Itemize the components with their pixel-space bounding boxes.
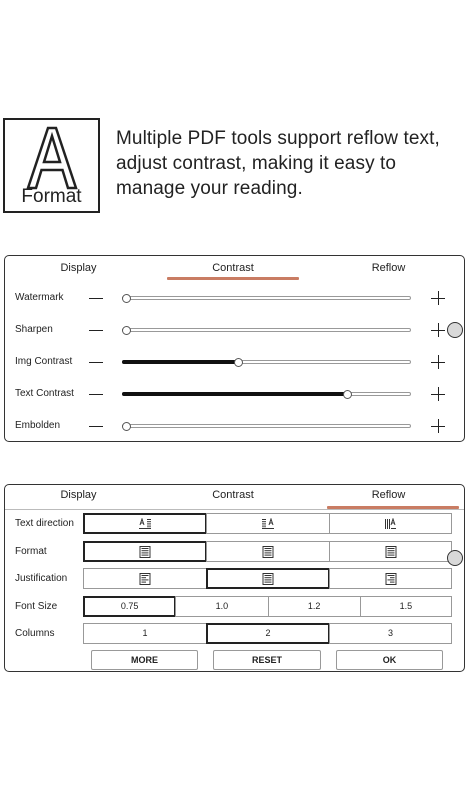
decrease-icon[interactable] (89, 362, 103, 363)
increase-icon[interactable] (431, 387, 445, 401)
decrease-icon[interactable] (89, 330, 103, 331)
slider-track[interactable] (122, 424, 411, 428)
slider-label: Watermark (15, 292, 64, 303)
floating-button[interactable] (447, 322, 463, 338)
align-right-icon (384, 573, 398, 585)
option-value-button[interactable]: 1.0 (175, 596, 268, 617)
reflow-row-label: Text direction (15, 518, 74, 529)
slider-handle[interactable] (234, 358, 243, 367)
slider-label: Img Contrast (15, 356, 73, 367)
contrast-panel (4, 255, 465, 442)
tab-display[interactable]: Display (60, 489, 97, 501)
reflow-row-label: Columns (15, 628, 55, 639)
option-value-button[interactable]: 2 (206, 623, 330, 644)
format-logo (3, 118, 100, 213)
option-value-button[interactable]: 3 (329, 623, 452, 644)
option-text-direction-rtl-button[interactable] (206, 513, 330, 534)
slider-label: Sharpen (15, 324, 53, 335)
reflow-row-label: Font Size (15, 601, 58, 612)
text-direction-ltr-icon (138, 518, 152, 530)
format-icon (138, 546, 152, 558)
align-justify-icon (261, 573, 275, 585)
tab-display[interactable]: Display (60, 262, 97, 274)
headline: Multiple PDF tools support reflow text, adjust contrast, making it easy to manage your reading. (116, 128, 440, 199)
increase-icon[interactable] (431, 355, 445, 369)
slider-label: Embolden (15, 420, 61, 431)
increase-icon[interactable] (431, 419, 445, 433)
slider-handle[interactable] (122, 422, 131, 431)
slider-handle[interactable] (343, 390, 352, 399)
decrease-icon[interactable] (89, 394, 103, 395)
option-format-button[interactable] (206, 541, 330, 562)
option-format-button[interactable] (329, 541, 452, 562)
format-icon (384, 546, 398, 558)
slider-handle[interactable] (122, 294, 131, 303)
option-value-button[interactable]: 1.5 (360, 596, 452, 617)
option-format-button[interactable] (83, 541, 207, 562)
option-value-button[interactable]: 1 (83, 623, 207, 644)
text-direction-vertical-icon (384, 518, 398, 530)
tab-reflow[interactable]: Reflow (371, 489, 406, 501)
floating-button[interactable] (447, 550, 463, 566)
option-align-right-button[interactable] (329, 568, 452, 589)
reflow-panel (4, 484, 465, 672)
text-direction-rtl-icon (261, 518, 275, 530)
active-tab-indicator (167, 277, 299, 280)
slider-fill (122, 360, 238, 364)
align-left-icon (138, 573, 152, 585)
slider-label: Text Contrast (15, 388, 74, 399)
slider-track[interactable] (122, 296, 411, 300)
ok-button[interactable]: OK (336, 650, 443, 670)
option-value-button[interactable]: 0.75 (83, 596, 176, 617)
option-text-direction-ltr-button[interactable] (83, 513, 207, 534)
option-value-button[interactable]: 1.2 (268, 596, 361, 617)
reflow-row-label: Justification (15, 573, 68, 584)
increase-icon[interactable] (431, 323, 445, 337)
decrease-icon[interactable] (89, 426, 103, 427)
more-button[interactable]: MORE (91, 650, 198, 670)
option-align-justify-button[interactable] (206, 568, 330, 589)
format-icon (261, 546, 275, 558)
option-align-left-button[interactable] (83, 568, 207, 589)
logo-word: Format (21, 186, 82, 207)
increase-icon[interactable] (431, 291, 445, 305)
tab-contrast[interactable]: Contrast (212, 262, 254, 274)
reset-button[interactable]: RESET (213, 650, 321, 670)
slider-handle[interactable] (122, 326, 131, 335)
option-text-direction-vertical-button[interactable] (329, 513, 452, 534)
tab-divider (5, 509, 464, 510)
tab-contrast[interactable]: Contrast (212, 489, 254, 501)
letter-a-icon (24, 124, 80, 190)
slider-fill (122, 392, 348, 396)
reflow-row-label: Format (15, 546, 47, 557)
decrease-icon[interactable] (89, 298, 103, 299)
slider-track[interactable] (122, 328, 411, 332)
tab-reflow[interactable]: Reflow (371, 262, 406, 274)
